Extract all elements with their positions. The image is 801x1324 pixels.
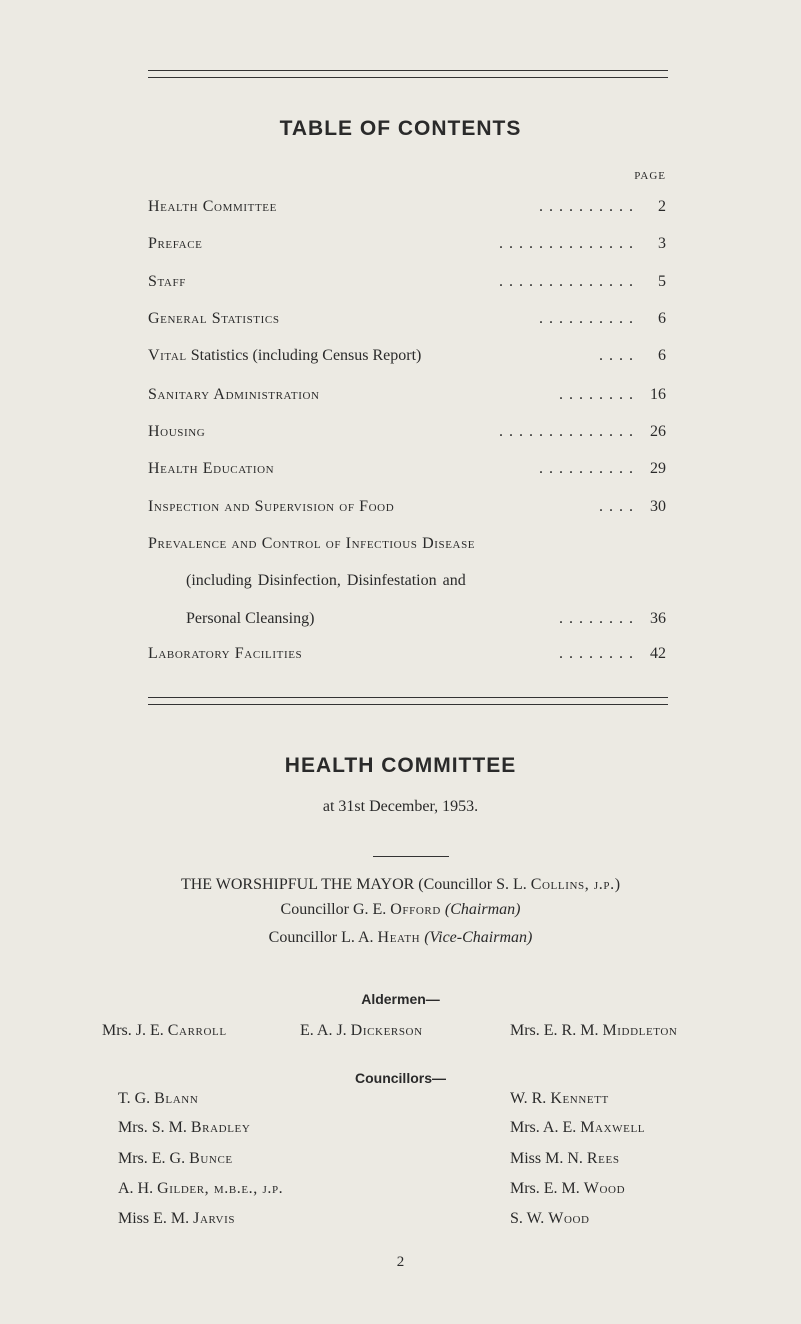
chairman-name: Offord bbox=[390, 901, 441, 918]
alderman-name: Mrs. J. E. Carroll bbox=[102, 1022, 227, 1039]
toc-entry-title-rest: Statistics (including Census Report) bbox=[186, 347, 422, 364]
toc-page-number: 42 bbox=[650, 645, 666, 662]
toc-entry-title bbox=[148, 345, 421, 367]
toc-entry-infectious-disease[interactable] bbox=[148, 533, 668, 555]
mayor-name: Collins, j.p. bbox=[530, 876, 615, 893]
page-number: 2 bbox=[396, 1254, 405, 1270]
toc-leader: . . . . . . . . bbox=[559, 386, 634, 403]
toc-leader: . . . . . . . . . . . . . . bbox=[499, 423, 634, 440]
toc-leader: . . . . . . . . . . . . . . bbox=[499, 235, 634, 252]
aldermen-label: Aldermen— bbox=[361, 991, 440, 1007]
toc-page-number: 26 bbox=[650, 423, 666, 440]
top-double-rule bbox=[148, 70, 668, 78]
toc-page-number: 6 bbox=[658, 347, 666, 364]
toc-entry-housing[interactable] bbox=[148, 421, 668, 443]
toc-leader: . . . . . . . . . . bbox=[539, 310, 634, 327]
councillor-name: T. G. Blann bbox=[118, 1090, 199, 1107]
chairman-role: (Chairman) bbox=[444, 901, 521, 918]
toc-entry-title: Staff bbox=[148, 273, 186, 290]
alderman-name: Mrs. E. R. M. Middleton bbox=[510, 1022, 678, 1039]
toc-leader: . . . . bbox=[599, 498, 634, 515]
toc-entry-title: Preface bbox=[148, 235, 203, 252]
councillor-name: Mrs. E. M. Wood bbox=[510, 1180, 626, 1197]
toc-entry-continuation: (including Disinfection, Disinfestation and bbox=[186, 572, 466, 589]
committee-date: at 31st December, 1953. bbox=[322, 798, 479, 815]
toc-entry-title: General Statistics bbox=[148, 310, 280, 327]
toc-page-number: 16 bbox=[650, 386, 666, 403]
chairman-line bbox=[0, 899, 801, 921]
toc-entry-inspection-food[interactable] bbox=[148, 496, 668, 518]
councillor-name: S. W. Wood bbox=[510, 1210, 590, 1227]
toc-entry-title-smallcaps: Vital bbox=[148, 347, 187, 364]
vice-chairman-line bbox=[0, 927, 801, 949]
vice-chairman-name: Heath bbox=[377, 929, 421, 946]
toc-page-number: 3 bbox=[658, 235, 666, 252]
toc-leader: . . . . bbox=[599, 347, 634, 364]
councillor-name: Mrs. A. E. Maxwell bbox=[510, 1119, 646, 1136]
councillor-name: Miss M. N. Rees bbox=[510, 1150, 620, 1167]
toc-entry-title: Inspection and Supervision of Food bbox=[148, 498, 395, 515]
toc-leader: . . . . . . . . bbox=[559, 610, 634, 627]
toc-entry-title: Sanitary Administration bbox=[148, 386, 320, 403]
toc-entry-vital-statistics[interactable] bbox=[148, 345, 668, 367]
toc-leader: . . . . . . . . . . bbox=[539, 460, 634, 477]
toc-page-number: 29 bbox=[650, 460, 666, 477]
vice-chairman-prefix: Councillor L. A. bbox=[268, 929, 378, 946]
toc-leader: . . . . . . . . . . . . . . bbox=[499, 273, 634, 290]
middle-double-rule bbox=[148, 697, 668, 705]
councillor-name: A. H. Gilder, m.b.e., j.p. bbox=[118, 1180, 284, 1197]
mayor-suffix: ) bbox=[614, 876, 621, 893]
councillors-label: Councillors— bbox=[354, 1070, 446, 1086]
toc-page-number: 6 bbox=[658, 310, 666, 327]
toc-page-number: 36 bbox=[650, 610, 666, 627]
alderman-name: E. A. J. Dickerson bbox=[300, 1022, 423, 1039]
toc-entry-title: Health Education bbox=[148, 460, 275, 477]
toc-entry-health-committee[interactable] bbox=[148, 196, 668, 218]
vice-chairman-role: (Vice-Chairman) bbox=[424, 929, 533, 946]
toc-entry-continuation: Personal Cleansing) bbox=[186, 610, 315, 627]
toc-entry-title: Housing bbox=[148, 423, 206, 440]
toc-title: TABLE OF CONTENTS bbox=[279, 117, 522, 140]
toc-entry-staff[interactable] bbox=[148, 271, 668, 293]
mayor-prefix: THE WORSHIPFUL THE MAYOR (Councillor S. L. bbox=[180, 876, 531, 893]
chairman-prefix: Councillor G. E. bbox=[280, 901, 391, 918]
toc-entry-health-education[interactable] bbox=[148, 458, 668, 480]
councillor-name: W. R. Kennett bbox=[510, 1090, 609, 1107]
councillor-name: Miss E. M. Jarvis bbox=[118, 1210, 236, 1227]
toc-entry-general-statistics[interactable] bbox=[148, 308, 668, 330]
toc-leader: . . . . . . . . bbox=[559, 645, 634, 662]
toc-page-number: 2 bbox=[658, 198, 666, 215]
mayor-line bbox=[0, 874, 801, 896]
toc-leader: . . . . . . . . . . bbox=[539, 198, 634, 215]
toc-page-number: 5 bbox=[658, 273, 666, 290]
toc-entry-sanitary-administration[interactable] bbox=[148, 384, 668, 406]
toc-entry-title: Laboratory Facilities bbox=[148, 645, 303, 662]
councillor-name: Mrs. E. G. Bunce bbox=[118, 1150, 233, 1167]
toc-page-number: 30 bbox=[650, 498, 666, 515]
page-column-label: PAGE bbox=[634, 170, 666, 182]
committee-title: HEALTH COMMITTEE bbox=[284, 754, 517, 777]
short-rule bbox=[373, 856, 449, 857]
toc-entry-preface[interactable] bbox=[148, 233, 668, 255]
toc-entry-laboratory-facilities[interactable] bbox=[148, 643, 668, 665]
toc-entry-title: Prevalence and Control of Infectious Disease bbox=[148, 535, 476, 552]
toc-entry-infectious-disease-end[interactable] bbox=[148, 608, 668, 630]
councillor-name: Mrs. S. M. Bradley bbox=[118, 1119, 251, 1136]
toc-entry-title: Health Committee bbox=[148, 198, 277, 215]
